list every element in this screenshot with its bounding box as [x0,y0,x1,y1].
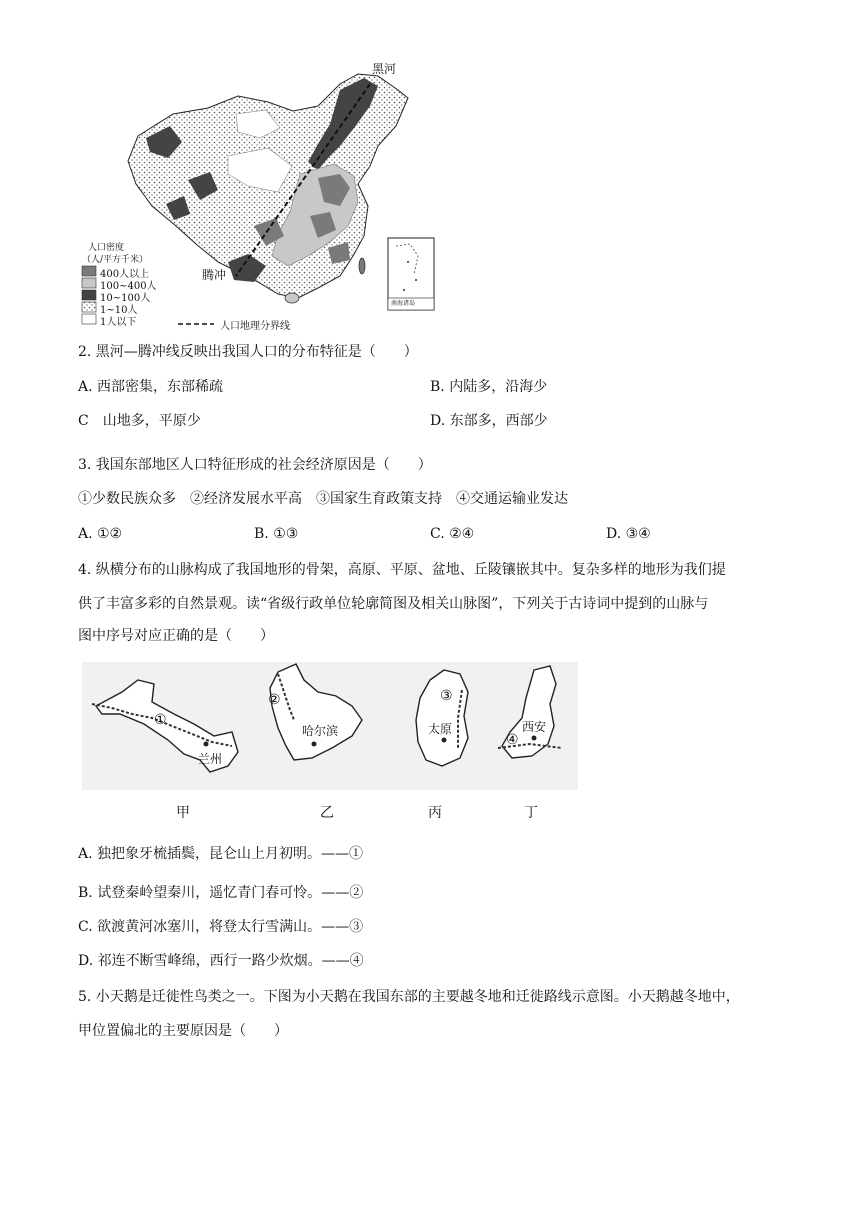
q4-option-c[interactable]: C. 欲渡黄河冰塞川，将登太行雪满山。——③ [78,919,364,935]
question-4-stem-line2: 供了丰富多彩的自然景观。读“省级行政单位轮廓简图及相关山脉图”，下列关于古诗词中提到的山脉与 [78,596,709,612]
question-3-choices: ①少数民族众多 ②经济发展水平高 ③国家生育政策支持 ④交通运输业发达 [78,491,568,507]
question-5-stem-line2: 甲位置偏北的主要原因是（ ） [78,1023,288,1039]
legend-title: 人口密度 [88,243,125,253]
q4-option-a[interactable]: A. 独把象牙梳插鬓，昆仑山上月初明。——① [78,846,364,862]
q4-option-b[interactable]: B. 试登秦岭望秦川，遥忆青门春可怜。——② [78,885,364,901]
mountain-number-4: ④ [506,732,519,748]
mountain-number-1: ① [154,712,167,728]
q3-option-c[interactable]: C. ②④ [430,526,475,542]
figure-label-jia: 甲 [176,805,190,821]
q3-option-a[interactable]: A. ①② [78,526,123,542]
mountain-number-3: ③ [440,688,453,704]
city-label-harbin: 哈尔滨 [302,724,339,738]
city-label-xian: 西安 [522,720,547,734]
question-4-stem-line1: 4. 纵横分布的山脉构成了我国地形的骨架，高原、平原、盆地、丘陵镶嵌其中。复杂多样的地形为我们提 [78,562,726,578]
q2-option-c[interactable]: C 山地多，平原少 [78,413,201,429]
q3-option-d[interactable]: D. ③④ [606,526,651,542]
q3-option-b[interactable]: B. ①③ [254,526,299,542]
boundary-legend-label: 人口地理分界线 [220,321,290,332]
q2-option-b[interactable]: B. 内陆多，沿海少 [430,379,548,395]
city-label-taiyuan: 太原 [428,722,453,736]
legend-item: 10~100人 [100,293,151,304]
question-4-stem-line3: 图中序号对应正确的是（ ） [78,628,274,644]
mountain-number-2: ② [268,692,281,708]
legend-item: 1人以下 [100,317,137,328]
province-outline-figure [82,662,578,790]
figure-label-bing: 丙 [428,805,442,821]
legend-item: 1~10人 [100,305,138,316]
legend-item: 100~400人 [100,281,157,292]
question-2-stem: 2. 黑河—腾冲线反映出我国人口的分布特征是（ ） [78,344,418,360]
figure-label-ding: 丁 [524,805,538,821]
question-5-stem-line1: 5. 小天鹅是迁徙性鸟类之一。下图为小天鹅在我国东部的主要越冬地和迁徙路线示意图。小天鹅越冬地中， [78,989,740,1005]
city-label-heihe: 黑河 [372,62,397,76]
legend-unit: （人/平方千米） [82,255,149,265]
q2-option-d[interactable]: D. 东部多，西部少 [430,413,548,429]
province-yi [270,664,362,760]
legend-item: 400人以上 [100,269,150,280]
inset-label: 南海诸岛 [391,300,416,307]
figure-label-yi: 乙 [320,805,334,821]
q4-option-d[interactable]: D. 祁连不断雪峰绵，西行一路少炊烟。——④ [78,953,364,969]
province-bing [416,670,468,766]
city-label-lanzhou: 兰州 [198,752,223,766]
question-3-stem: 3. 我国东部地区人口特征形成的社会经济原因是（ ） [78,457,432,473]
q2-option-a[interactable]: A. 西部密集，东部稀疏 [78,379,224,395]
city-label-tengchong: 腾冲 [202,268,227,282]
population-density-map [78,62,450,332]
